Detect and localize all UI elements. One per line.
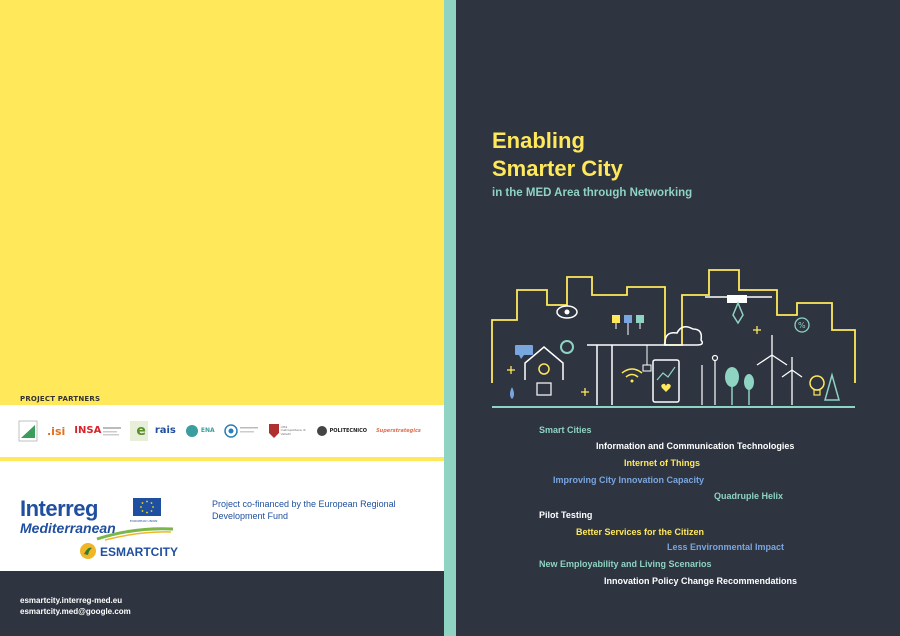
network-nodes-icon [612, 315, 644, 335]
keyword-text: Quadruple Helix [714, 491, 784, 501]
eu-label: EUROPEAN UNION [130, 519, 158, 523]
keyword-item [604, 576, 797, 586]
title-line-1: Enabling [492, 128, 585, 153]
title-line-2: Smarter City [492, 156, 623, 181]
subtitle: in the MED Area through Networking [492, 187, 693, 199]
keyword-text: Smart Cities [539, 425, 592, 435]
keyword-item [539, 425, 592, 435]
partner-logo-rais: rais [154, 425, 176, 436]
cloud-icon [665, 327, 703, 345]
keyword-item [539, 510, 592, 520]
keyword-item [596, 441, 794, 451]
plus-sign-icon [507, 326, 761, 396]
keyword-text: Less Environmental Impact [667, 542, 785, 552]
contact-website[interactable]: esmartcity.interreg-med.eu [20, 596, 123, 605]
interreg-logo-text: Interreg [20, 496, 98, 521]
contact-email[interactable]: esmartcity.med@google.com [20, 607, 131, 616]
partner-logo-regione-molise [18, 420, 38, 442]
esmartcity-logo-icon [80, 543, 96, 559]
partners-title: PROJECT PARTNERS [20, 395, 101, 403]
partner-logo-insa: INSA [74, 424, 121, 438]
cofinanced-text: Project co-financed by the European Regional Development Fund [212, 499, 396, 521]
eu-flag-icon [133, 498, 161, 516]
street-lamp-icon [702, 356, 718, 406]
smartphone-icon [653, 360, 679, 402]
tree-icon [725, 367, 839, 405]
partner-logo-superstrategics: Superstrategics [376, 427, 421, 434]
esmartcity-logo-text: ESMARTCITY [100, 545, 178, 559]
partner-logo-e: e [130, 421, 146, 441]
partner-logo-ena: ENA [185, 424, 215, 438]
svg-text:%: % [798, 321, 806, 330]
keyword-text: Internet of Things [624, 458, 700, 468]
contact-info [20, 595, 131, 617]
wind-turbine-icon [757, 335, 802, 405]
swoosh-icon [95, 527, 175, 541]
keyword-text: Pilot Testing [539, 510, 593, 520]
partners-logo-strip [0, 405, 444, 457]
keyword-text: Better Services for the Citizen [576, 527, 705, 537]
gear-icon [561, 341, 573, 353]
smart-city-illustration [487, 265, 859, 413]
partner-logo-globe [224, 424, 260, 438]
percent-icon [795, 318, 809, 332]
spine-stripe [444, 0, 456, 636]
keyword-item [553, 475, 704, 485]
keyword-item [576, 527, 704, 537]
keyword-text: Innovation Policy Change Recommendations [604, 576, 798, 586]
chat-bubble-icon [515, 345, 533, 359]
partner-logo-citta-velletri: città metropolitana di Velletri [269, 424, 307, 438]
wifi-icon [622, 369, 642, 383]
keyword-text: New Employability and Living Scenarios [539, 559, 712, 569]
lightbulb-icon [810, 376, 824, 395]
keyword-item [714, 491, 783, 501]
water-drop-icon [510, 387, 514, 399]
partner-logo-politecnico: POLITECNICO [316, 425, 367, 437]
keyword-item [539, 559, 712, 569]
crane-icon [587, 345, 667, 405]
keyword-item [624, 458, 700, 468]
partner-logo-isi: .isi [47, 424, 66, 438]
keyword-text: Information and Communication Technologies [596, 441, 795, 451]
keyword-item [667, 542, 784, 552]
eye-icon [557, 306, 577, 318]
drone-icon [705, 295, 772, 323]
mediterranean-logo-text: Mediterranean [20, 520, 116, 536]
keyword-text: Improving City Innovation Capacity [553, 475, 705, 485]
